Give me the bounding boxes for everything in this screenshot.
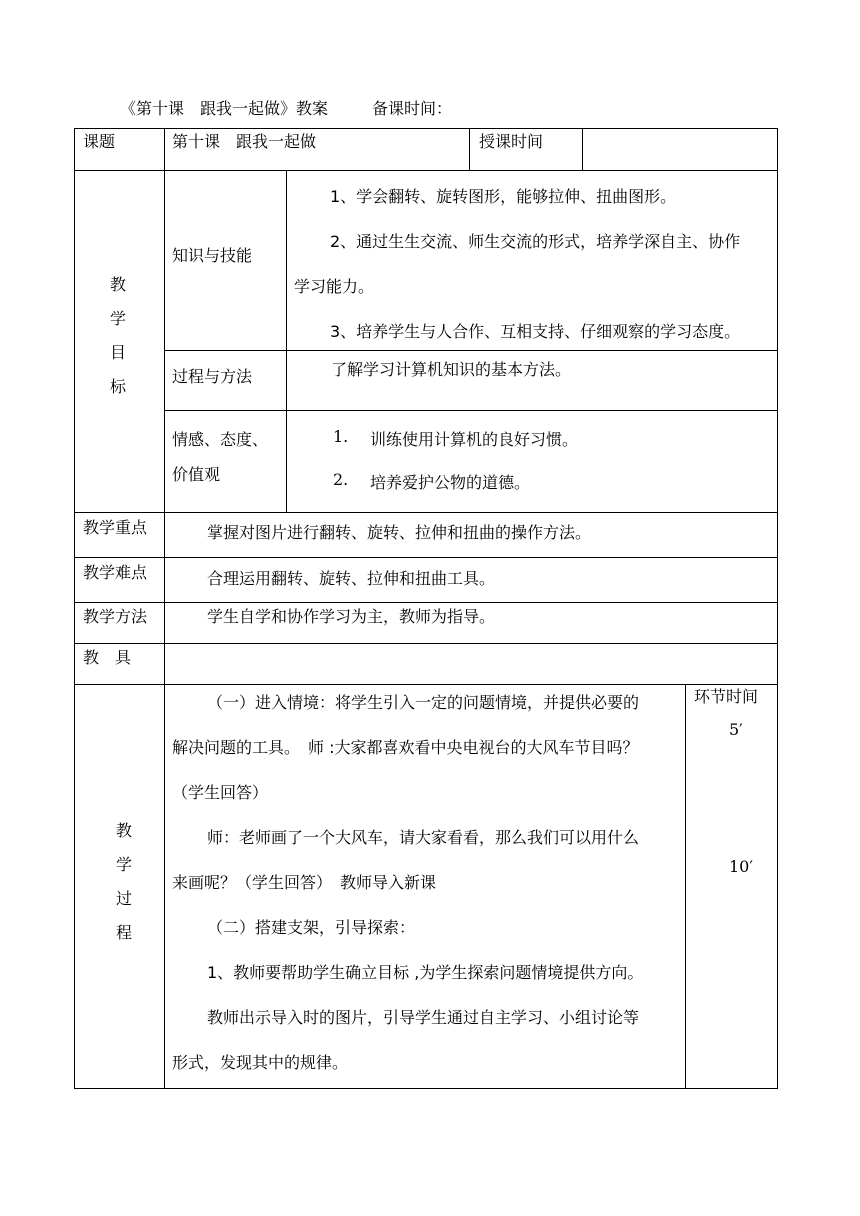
row-divider [74,512,778,513]
column-divider [286,170,287,512]
row-divider [74,602,778,603]
emotion-item-number: 1. [333,427,349,446]
process-line: 教师出示导入时的图片，引导学生通过自主学习、小组讨论等 [207,1008,640,1027]
emotion-label-line: 情感、态度、 [172,430,269,449]
objectives-group-label: 教 学 目 标 [110,275,127,396]
process-method-label: 过程与方法 [172,367,253,386]
difficulties-text: 合理运用翻转、旋转、拉伸和扭曲工具。 [207,569,496,588]
column-divider [685,684,686,1088]
process-line: （学生回答） [172,783,269,802]
column-divider [164,128,165,1089]
topic-label: 课题 [83,132,116,151]
row-divider [74,557,778,558]
column-divider [469,128,470,170]
table-border-top [74,128,778,129]
teach-time-label: 授课时间 [479,132,544,151]
key-points-text: 掌握对图片进行翻转、旋转、拉伸和扭曲的操作方法。 [207,523,592,542]
emotion-label-line: 价值观 [172,465,221,484]
difficulties-label: 教学难点 [83,563,148,582]
table-border-left [74,128,75,1089]
table-border-right [777,128,778,1089]
process-method-text: 了解学习计算机知识的基本方法。 [331,360,572,379]
document-header [120,96,452,119]
row-divider [74,170,778,171]
process-line: 来画呢？（学生回答） 教师导入新课 [172,873,437,892]
process-line: 1、教师要帮助学生确立目标 ,为学生探索问题情境提供方向。 [207,963,644,982]
time-value: 10′ [729,857,753,876]
time-column-header: 环节时间 [694,687,759,706]
prep-time-label: 备课时间： [372,99,453,118]
row-divider [74,684,778,685]
process-line: （一）进入情境：将学生引入一定的问题情境，并提供必要的 [207,693,640,712]
process-line: 形式，发现其中的规律。 [172,1053,349,1072]
methods-text: 学生自学和协作学习为主，教师为指导。 [207,607,496,626]
process-line: 师：老师画了一个大风车，请大家看看，那么我们可以用什么 [207,828,640,847]
knowledge-line: 学习能力。 [294,277,375,296]
column-divider [582,128,583,170]
methods-label: 教学方法 [83,607,148,626]
emotion-item-text: 培养爱护公物的道德。 [370,473,531,492]
process-group-label: 教 学 过 程 [116,821,133,942]
row-divider [164,410,778,411]
emotion-item-text: 训练使用计算机的良好习惯。 [370,430,579,449]
process-line: （二）搭建支架，引导探索： [207,918,416,937]
emotion-item-number: 2. [333,470,349,489]
row-divider [74,643,778,644]
lesson-title: 《第十课 跟我一起做》教案 [120,99,329,118]
topic-value: 第十课 跟我一起做 [172,132,317,151]
key-points-label: 教学重点 [83,518,148,537]
process-line: 解决问题的工具。 师 :大家都喜欢看中央电视台的大风车节目吗？ [172,738,639,757]
time-value: 5′ [729,720,743,739]
knowledge-skill-label: 知识与技能 [172,246,253,265]
knowledge-line: 1、学会翻转、旋转图形，能够拉伸、扭曲图形。 [330,187,677,206]
table-border-bottom [74,1088,778,1089]
knowledge-line: 3、培养学生与人合作、互相支持、仔细观察的学习态度。 [330,322,741,341]
knowledge-line: 2、通过生生交流、师生交流的形式，培养学深自主、协作 [330,232,741,251]
row-divider [164,350,778,351]
tools-label: 教 具 [83,648,132,667]
